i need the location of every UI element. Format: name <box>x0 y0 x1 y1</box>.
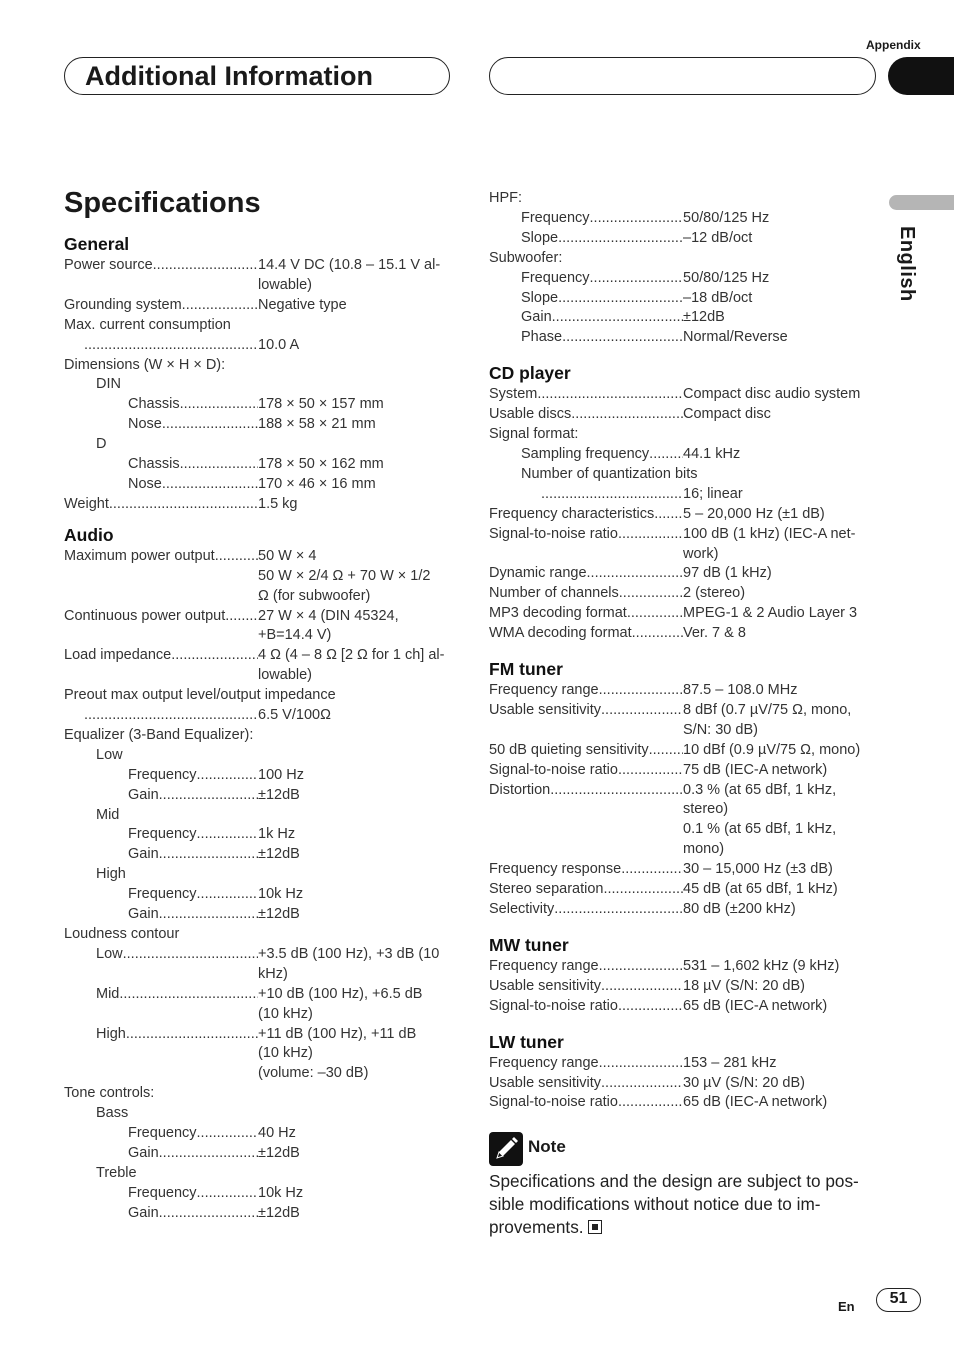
spec-row: Grounding system ..... Negative type <box>64 296 454 316</box>
spec-value-cont: lowable) <box>258 276 312 293</box>
footer-language: En <box>838 1299 855 1314</box>
spec-row: Signal-to-noise ratio ..... 65 dB (IEC-A network) <box>489 997 881 1017</box>
appendix-label: Appendix <box>866 38 921 52</box>
spec-row: Frequency ..... 50/80/125 Hz <box>489 269 881 289</box>
spec-row: Frequency ..... 10k Hz <box>64 885 454 905</box>
spec-row: Slope ..... –18 dB/oct <box>489 289 881 309</box>
spec-row: Signal-to-noise ratio ..... 100 dB (1 kHz) (IEC-A net- <box>489 525 881 545</box>
mw-heading: MW tuner <box>489 934 569 955</box>
spec-row: Signal-to-noise ratio ..... 75 dB (IEC-A network) <box>489 761 881 781</box>
spec-row: System ..... Compact disc audio system <box>489 385 881 405</box>
spec-row: Signal-to-noise ratio ..... 65 dB (IEC-A network) <box>489 1093 881 1113</box>
audio-heading: Audio <box>64 524 114 545</box>
spec-row: Low ..... +3.5 dB (100 Hz), +3 dB (10 <box>64 945 454 965</box>
spec-value-cont: stereo) <box>683 801 729 818</box>
spec-row: Distortion ..... 0.3 % (at 65 dBf, 1 kHz, <box>489 781 881 801</box>
spec-row: Gain ..... ±12dB <box>64 905 454 925</box>
spec-row: Dynamic range ..... 97 dB (1 kHz) <box>489 564 881 584</box>
spec-sublabel: Number of quantization bits <box>521 465 698 482</box>
spec-row: Frequency response ..... 30 – 15,000 Hz (±3 dB) <box>489 860 881 880</box>
general-heading: General <box>64 234 130 254</box>
spec-label: Preout max output level/output impedance <box>64 687 336 704</box>
spec-sublabel: D <box>96 436 107 453</box>
spec-label: Equalizer (3-Band Equalizer): <box>64 726 254 743</box>
lw-heading: LW tuner <box>489 1031 564 1052</box>
spec-row: Frequency ..... 1k Hz <box>64 825 454 845</box>
spec-row: Selectivity ..... 80 dB (±200 kHz) <box>489 900 881 920</box>
spec-label: Dimensions (W × H × D): <box>64 356 226 373</box>
spec-row: Usable sensitivity ..... 18 µV (S/N: 20 dB) <box>489 977 881 997</box>
spec-row: Frequency ..... 40 Hz <box>64 1124 454 1144</box>
spec-sublabel: Bass <box>96 1105 129 1122</box>
spec-row: Continuous power output ..... 27 W × 4 (DIN 45324, <box>64 607 454 627</box>
end-mark-icon <box>588 1220 602 1234</box>
cd-heading: CD player <box>489 363 571 384</box>
spec-row: Frequency characteristics ..... 5 – 20,000 Hz (±1 dB) <box>489 505 881 525</box>
spec-row: Gain ..... ±12dB <box>64 1204 454 1224</box>
spec-row: Frequency ..... 100 Hz <box>64 766 454 786</box>
spec-row: 50 dB quieting sensitivity ..... 10 dBf (0.9 µV/75 Ω, mono) <box>489 741 881 761</box>
spec-sublabel: Low <box>96 746 123 763</box>
page-number: 51 <box>889 1290 908 1307</box>
note-label: Note <box>528 1137 566 1156</box>
spec-sublabel: High <box>96 866 126 883</box>
spec-row: Frequency ..... 50/80/125 Hz <box>489 209 881 229</box>
spec-row: Weight ..... 1.5 kg <box>64 495 454 515</box>
spec-row: Chassis ..... 178 × 50 × 162 mm <box>64 455 454 475</box>
spec-row: Power source ..... 14.4 V DC (10.8 – 15.1 V al- <box>64 256 454 276</box>
spec-value-cont: mono) <box>683 841 725 858</box>
spec-value-cont: S/N: 30 dB) <box>683 721 758 738</box>
section-title: Additional Information <box>85 61 373 91</box>
page-title: Specifications <box>64 187 261 219</box>
spec-label: Signal format: <box>489 426 579 443</box>
spec-row: Maximum power output ..... 50 W × 4 <box>64 547 454 567</box>
header-blank-frame <box>489 57 876 95</box>
spec-value-cont: work) <box>683 545 719 562</box>
spec-value-cont: kHz) <box>258 965 288 982</box>
spec-row: Load impedance ..... 4 Ω (4 – 8 Ω [2 Ω for 1 ch] al- <box>64 646 454 666</box>
spec-row: Nose ..... 188 × 58 × 21 mm <box>64 415 454 435</box>
spec-value-cont: (volume: –30 dB) <box>258 1065 369 1082</box>
spec-row: Frequency ..... 10k Hz <box>64 1184 454 1204</box>
spec-row: Gain ..... ±12dB <box>64 845 454 865</box>
note-body: Specifications and the design are subject to pos-sible modifications without notice due to im-provements. <box>489 1171 859 1237</box>
spec-sublabel: Mid <box>96 806 120 823</box>
note-text <box>489 1170 874 1239</box>
spec-label: Loudness contour <box>64 926 180 942</box>
spec-value-cont: 0.1 % (at 65 dBf, 1 kHz, <box>683 821 837 838</box>
spec-value-cont: (10 kHz) <box>258 1005 313 1022</box>
spec-row: Sampling frequency ..... 44.1 kHz <box>489 445 881 465</box>
spec-row: Slope ..... –12 dB/oct <box>489 229 881 249</box>
spec-row: Frequency range ..... 153 – 281 kHz <box>489 1054 881 1074</box>
side-tab-marker <box>889 195 954 210</box>
note-pencil-icon <box>489 1132 523 1166</box>
spec-value-cont: (10 kHz) <box>258 1045 313 1062</box>
spec-row: High ..... +11 dB (100 Hz), +11 dB <box>64 1025 454 1045</box>
spec-row: Usable discs ..... Compact disc <box>489 405 881 425</box>
spec-value-cont: lowable) <box>258 667 312 684</box>
spec-row: Phase ..... Normal/Reverse <box>489 328 881 348</box>
fm-heading: FM tuner <box>489 659 563 680</box>
right-column <box>489 189 881 1113</box>
spec-row: WMA decoding format ..... Ver. 7 & 8 <box>489 624 881 644</box>
side-language-label: English <box>896 226 918 302</box>
spec-label: Tone controls: <box>64 1085 155 1102</box>
spec-value-cont: +B=14.4 V) <box>258 627 332 644</box>
spec-value-cont: Ω (for subwoofer) <box>258 587 371 604</box>
spec-row: Gain ..... ±12dB <box>489 308 881 328</box>
spec-row: ..... 16; linear <box>489 485 881 505</box>
spec-label: Subwoofer: <box>489 249 563 266</box>
left-column <box>64 232 454 1224</box>
spec-row: Frequency range ..... 531 – 1,602 kHz (9 kHz) <box>489 957 881 977</box>
spec-row: Gain ..... ±12dB <box>64 1144 454 1164</box>
spec-row: Usable sensitivity ..... 8 dBf (0.7 µV/75 Ω, mono, <box>489 701 881 721</box>
spec-row: ..... 6.5 V/100Ω <box>64 706 454 726</box>
spec-row: Nose ..... 170 × 46 × 16 mm <box>64 475 454 495</box>
header-tab-marker <box>888 57 954 95</box>
spec-row: Mid ..... +10 dB (100 Hz), +6.5 dB <box>64 985 454 1005</box>
spec-row: Stereo separation ..... 45 dB (at 65 dBf, 1 kHz) <box>489 880 881 900</box>
spec-row: ..... 10.0 A <box>64 336 454 356</box>
spec-row: Number of channels ..... 2 (stereo) <box>489 584 881 604</box>
spec-sublabel: DIN <box>96 376 121 393</box>
spec-row: MP3 decoding format ..... MPEG-1 & 2 Audio Layer 3 <box>489 604 881 624</box>
spec-sublabel: Treble <box>96 1164 137 1181</box>
spec-label: HPF: <box>489 190 523 206</box>
spec-row: Frequency range ..... 87.5 – 108.0 MHz <box>489 681 881 701</box>
spec-row: Chassis ..... 178 × 50 × 157 mm <box>64 395 454 415</box>
spec-row: Usable sensitivity ..... 30 µV (S/N: 20 dB) <box>489 1074 881 1094</box>
spec-value-cont: 50 W × 2/4 Ω + 70 W × 1/2 <box>258 567 431 584</box>
spec-row: Gain ..... ±12dB <box>64 786 454 806</box>
spec-label: Max. current consumption <box>64 316 231 333</box>
